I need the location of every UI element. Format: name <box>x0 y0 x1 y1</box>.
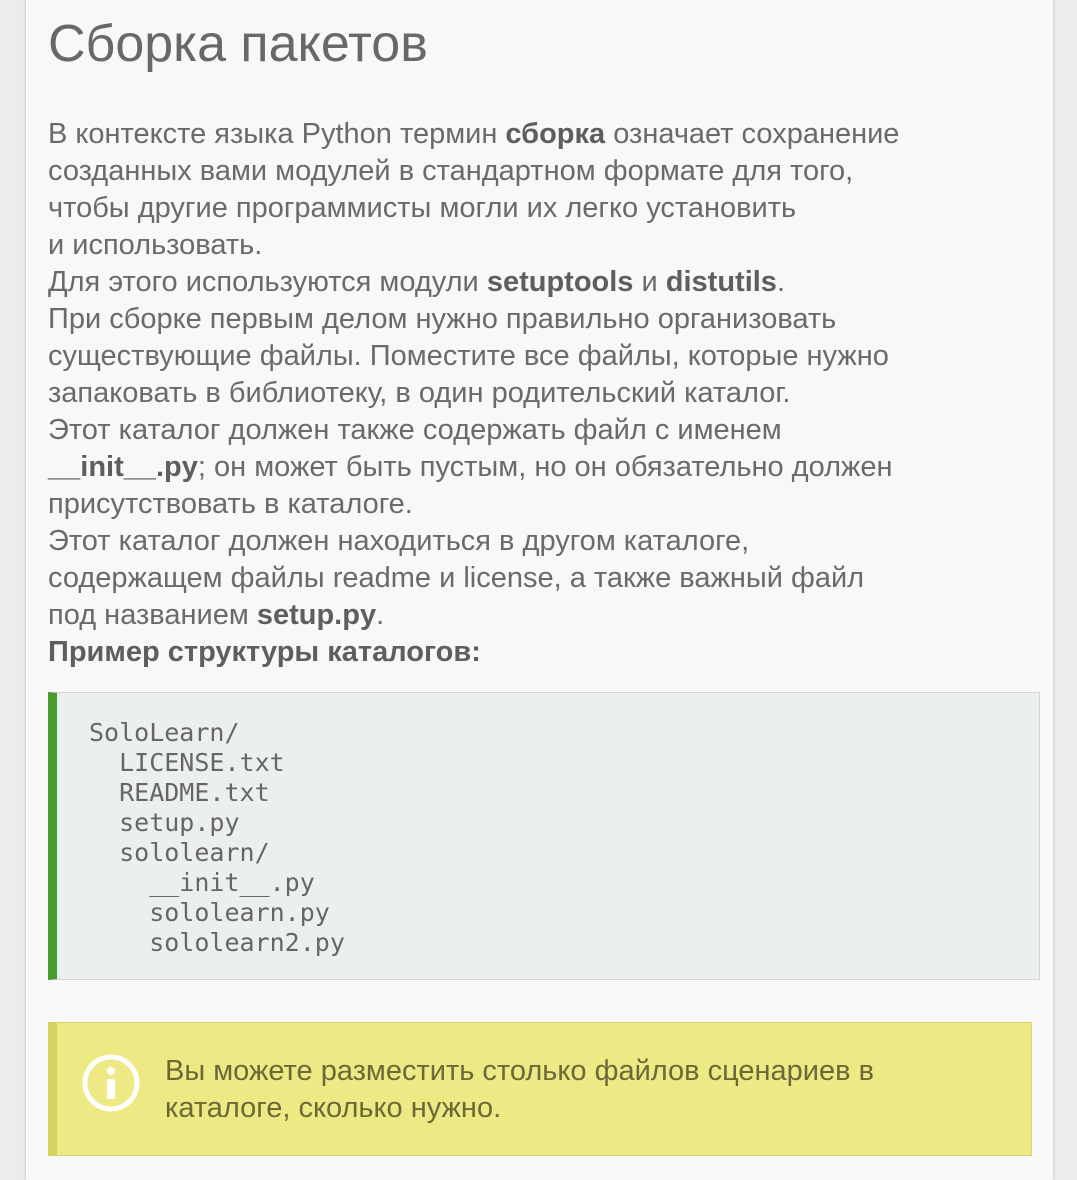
text-span: . <box>776 266 785 298</box>
text-span: ; он может быть пустым, но он обязательно должен <box>197 451 893 483</box>
paragraph-line <box>48 227 1038 264</box>
paragraph-line <box>48 412 1038 449</box>
code-line: __init__.py <box>89 868 315 897</box>
text-span: Этот каталог должен находиться в другом каталоге, <box>48 525 750 557</box>
paragraph-line <box>48 560 1038 597</box>
code-line: sololearn/ <box>89 838 270 867</box>
code-line: README.txt <box>89 778 270 807</box>
note-line: каталоге, сколько нужно. <box>165 1092 502 1124</box>
code-line: setup.py <box>89 808 240 837</box>
text-span: присутствовать в каталоге. <box>48 488 413 520</box>
text-span: чтобы другие программисты могли их легко установить <box>48 192 797 224</box>
bold-term: setup.py <box>256 599 377 631</box>
paragraph-line <box>48 486 1038 523</box>
info-note <box>48 1022 1032 1156</box>
bold-term: сборка <box>505 118 606 150</box>
text-span: Для этого используются модули <box>48 266 487 298</box>
bold-term: Пример структуры каталогов: <box>48 636 481 668</box>
code-line: sololearn.py <box>89 898 330 927</box>
text-span: Этот каталог должен также содержать файл с именем <box>48 414 782 446</box>
page-title: Сборка пакетов <box>48 15 428 73</box>
text-span: В контексте языка Python термин <box>48 118 506 150</box>
code-line: SoloLearn/ <box>89 718 240 747</box>
paragraph-line <box>48 190 1038 227</box>
note-text <box>165 1053 874 1127</box>
info-icon <box>81 1053 141 1113</box>
paragraph-line <box>48 597 1038 634</box>
paragraph-line <box>48 449 1038 486</box>
lesson-card <box>26 0 1053 1180</box>
code-content <box>89 718 345 958</box>
text-span: созданных вами модулей в стандартном формате для того, <box>48 155 854 187</box>
bold-term: __init__.py <box>48 451 198 483</box>
text-span: существующие файлы. Поместите все файлы, которые нужно <box>48 340 889 372</box>
text-span: и <box>633 266 666 298</box>
text-span: и использовать. <box>48 229 263 261</box>
code-line: sololearn2.py <box>89 928 345 957</box>
code-line: LICENSE.txt <box>89 748 285 777</box>
bold-term: distutils <box>665 266 777 298</box>
paragraph-line <box>48 116 1038 153</box>
text-span: содержащем файлы readme и license, а также важный файл <box>48 562 865 594</box>
note-line: Вы можете разместить столько файлов сценариев в <box>165 1055 874 1087</box>
paragraph-line <box>48 634 1038 671</box>
paragraph-line <box>48 264 1038 301</box>
text-span: означает сохранение <box>605 118 900 150</box>
lesson-paragraph <box>48 116 1038 671</box>
text-span: . <box>376 599 385 631</box>
text-span: под названием <box>48 599 257 631</box>
paragraph-line <box>48 523 1038 560</box>
bold-term: setuptools <box>486 266 634 298</box>
text-span: При сборке первым делом нужно правильно организовать <box>48 303 837 335</box>
paragraph-line <box>48 153 1038 190</box>
text-span: запаковать в библиотеку, в один родительский каталог. <box>48 377 791 409</box>
paragraph-line <box>48 301 1038 338</box>
code-block <box>48 692 1040 980</box>
paragraph-line <box>48 375 1038 412</box>
paragraph-line <box>48 338 1038 375</box>
